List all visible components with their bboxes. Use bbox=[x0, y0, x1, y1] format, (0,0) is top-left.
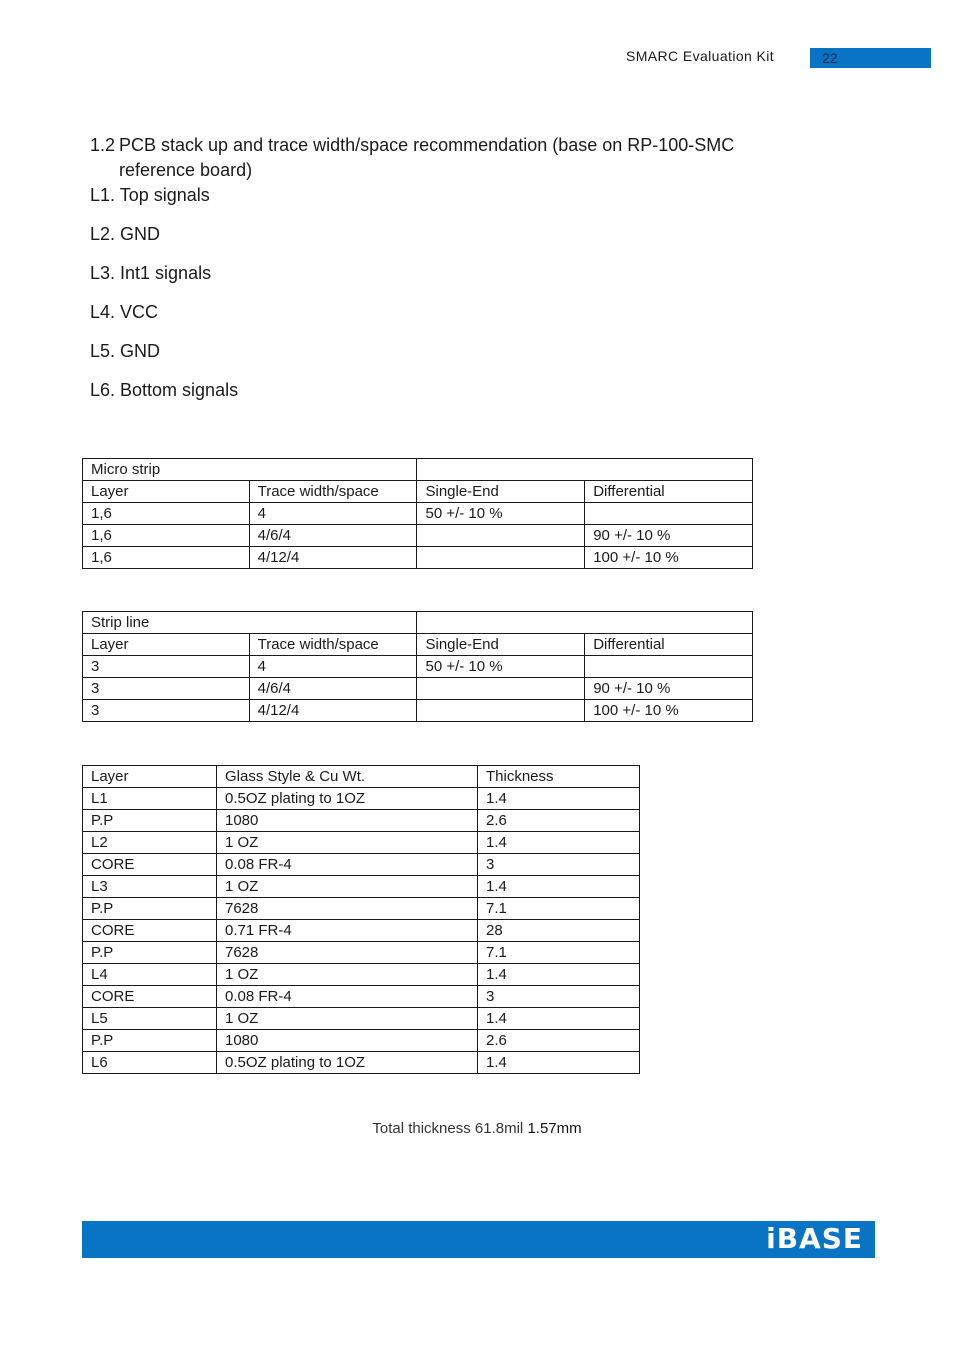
table-cell: P.P bbox=[83, 1030, 217, 1052]
table-cell: 1,6 bbox=[83, 547, 250, 569]
table-cell: L4 bbox=[83, 964, 217, 986]
table-cell: 1,6 bbox=[83, 525, 250, 547]
table-row bbox=[83, 1030, 640, 1052]
table-header-row bbox=[83, 481, 753, 503]
table-title: Micro strip bbox=[83, 459, 417, 481]
section-heading bbox=[90, 133, 790, 183]
table-cell: 1.4 bbox=[478, 876, 640, 898]
table-cell: 1.4 bbox=[478, 1008, 640, 1030]
table-cell: 3 bbox=[478, 854, 640, 876]
layer-item: L5. GND bbox=[90, 341, 161, 361]
table-cell: 1.4 bbox=[478, 788, 640, 810]
table-header-row bbox=[83, 634, 753, 656]
column-header: Single-End bbox=[417, 481, 585, 503]
ibase-logo: iBASE bbox=[766, 1222, 863, 1255]
table-cell: 1.4 bbox=[478, 832, 640, 854]
total-thickness-label: Total thickness 61.8mil bbox=[372, 1120, 524, 1137]
table-cell: P.P bbox=[83, 810, 217, 832]
column-header: Thickness bbox=[478, 766, 640, 788]
table-cell: L5 bbox=[83, 1008, 217, 1030]
table-row bbox=[83, 832, 640, 854]
layer-item: L1. Top signals bbox=[90, 185, 210, 205]
table-cell: 4/12/4 bbox=[249, 700, 417, 722]
table-row bbox=[83, 920, 640, 942]
table-cell: 1.4 bbox=[478, 964, 640, 986]
table-cell: 50 +/- 10 % bbox=[417, 656, 585, 678]
table-cell: 7.1 bbox=[478, 942, 640, 964]
table-cell: 7628 bbox=[217, 942, 478, 964]
table-cell bbox=[585, 656, 753, 678]
table-cell: 3 bbox=[83, 678, 250, 700]
table-row bbox=[83, 700, 753, 722]
page-number-bar bbox=[810, 48, 931, 68]
table-row bbox=[83, 986, 640, 1008]
table-cell: 4 bbox=[249, 503, 417, 525]
table-row bbox=[83, 788, 640, 810]
footer-bar bbox=[82, 1221, 875, 1258]
table-cell: 1080 bbox=[217, 810, 478, 832]
table-cell: 3 bbox=[478, 986, 640, 1008]
table-cell: L1 bbox=[83, 788, 217, 810]
page-number: 22 bbox=[822, 50, 838, 66]
layer-item: L2. GND bbox=[90, 224, 161, 244]
table-cell: 1.4 bbox=[478, 1052, 640, 1074]
table-row bbox=[83, 656, 753, 678]
table-row bbox=[83, 942, 640, 964]
table-cell: 2.6 bbox=[478, 810, 640, 832]
table-cell: 7.1 bbox=[478, 898, 640, 920]
table-cell bbox=[417, 700, 585, 722]
table-cell: 3 bbox=[83, 656, 250, 678]
table-header-row bbox=[83, 766, 640, 788]
table-cell bbox=[417, 612, 753, 634]
table-row bbox=[83, 898, 640, 920]
micro-strip-table bbox=[82, 458, 753, 569]
table-cell: CORE bbox=[83, 986, 217, 1008]
table-cell: 7628 bbox=[217, 898, 478, 920]
column-header: Layer bbox=[83, 481, 250, 503]
table-cell: 28 bbox=[478, 920, 640, 942]
table-row bbox=[83, 964, 640, 986]
table-cell: 4/12/4 bbox=[249, 547, 417, 569]
table-cell: L3 bbox=[83, 876, 217, 898]
table-cell: 3 bbox=[83, 700, 250, 722]
table-cell: 2.6 bbox=[478, 1030, 640, 1052]
table-cell bbox=[585, 503, 753, 525]
table-cell: 1 OZ bbox=[217, 876, 478, 898]
total-thickness bbox=[0, 1120, 954, 1137]
total-thickness-mm: 1.57mm bbox=[527, 1120, 582, 1137]
table-row bbox=[83, 1052, 640, 1074]
table-cell: 0.08 FR-4 bbox=[217, 986, 478, 1008]
table-row bbox=[83, 525, 753, 547]
table-row bbox=[83, 503, 753, 525]
table-cell bbox=[417, 547, 585, 569]
table-cell: 0.71 FR-4 bbox=[217, 920, 478, 942]
column-header: Differential bbox=[585, 634, 753, 656]
table-cell: 100 +/- 10 % bbox=[585, 547, 753, 569]
table-cell: 4/6/4 bbox=[249, 678, 417, 700]
column-header: Layer bbox=[83, 766, 217, 788]
table-row bbox=[83, 547, 753, 569]
table-cell bbox=[417, 459, 753, 481]
section-number: 1.2 bbox=[90, 135, 116, 155]
section-title: PCB stack up and trace width/space recommendation (base on RP-100-SMC reference board) bbox=[119, 135, 735, 180]
table-title-row bbox=[83, 612, 753, 634]
table-cell: 1080 bbox=[217, 1030, 478, 1052]
layer-item: L4. VCC bbox=[90, 302, 159, 322]
table-cell: 1 OZ bbox=[217, 832, 478, 854]
stackup-table bbox=[82, 765, 640, 1074]
table-cell: 90 +/- 10 % bbox=[585, 678, 753, 700]
table-title: Strip line bbox=[83, 612, 417, 634]
table-row bbox=[83, 678, 753, 700]
layer-item: L6. Bottom signals bbox=[90, 380, 239, 400]
table-cell: 1 OZ bbox=[217, 964, 478, 986]
strip-line-table bbox=[82, 611, 753, 722]
table-cell: 4/6/4 bbox=[249, 525, 417, 547]
table-cell: 90 +/- 10 % bbox=[585, 525, 753, 547]
table-cell: L6 bbox=[83, 1052, 217, 1074]
table-cell: 0.5OZ plating to 1OZ bbox=[217, 1052, 478, 1074]
table-cell: L2 bbox=[83, 832, 217, 854]
column-header: Glass Style & Cu Wt. bbox=[217, 766, 478, 788]
table-cell: 100 +/- 10 % bbox=[585, 700, 753, 722]
table-cell: 0.08 FR-4 bbox=[217, 854, 478, 876]
column-header: Trace width/space bbox=[249, 634, 417, 656]
table-row bbox=[83, 1008, 640, 1030]
column-header: Single-End bbox=[417, 634, 585, 656]
column-header: Differential bbox=[585, 481, 753, 503]
table-cell: 50 +/- 10 % bbox=[417, 503, 585, 525]
table-cell: CORE bbox=[83, 854, 217, 876]
table-cell: 0.5OZ plating to 1OZ bbox=[217, 788, 478, 810]
table-row bbox=[83, 854, 640, 876]
table-cell: 1 OZ bbox=[217, 1008, 478, 1030]
header-title: SMARC Evaluation Kit bbox=[626, 48, 775, 64]
table-row bbox=[83, 876, 640, 898]
table-cell: 4 bbox=[249, 656, 417, 678]
table-title-row bbox=[83, 459, 753, 481]
table-cell: 1,6 bbox=[83, 503, 250, 525]
layer-item: L3. Int1 signals bbox=[90, 263, 212, 283]
column-header: Layer bbox=[83, 634, 250, 656]
table-cell bbox=[417, 525, 585, 547]
column-header: Trace width/space bbox=[249, 481, 417, 503]
table-cell bbox=[417, 678, 585, 700]
table-cell: CORE bbox=[83, 920, 217, 942]
table-cell: P.P bbox=[83, 942, 217, 964]
table-cell: P.P bbox=[83, 898, 217, 920]
table-row bbox=[83, 810, 640, 832]
